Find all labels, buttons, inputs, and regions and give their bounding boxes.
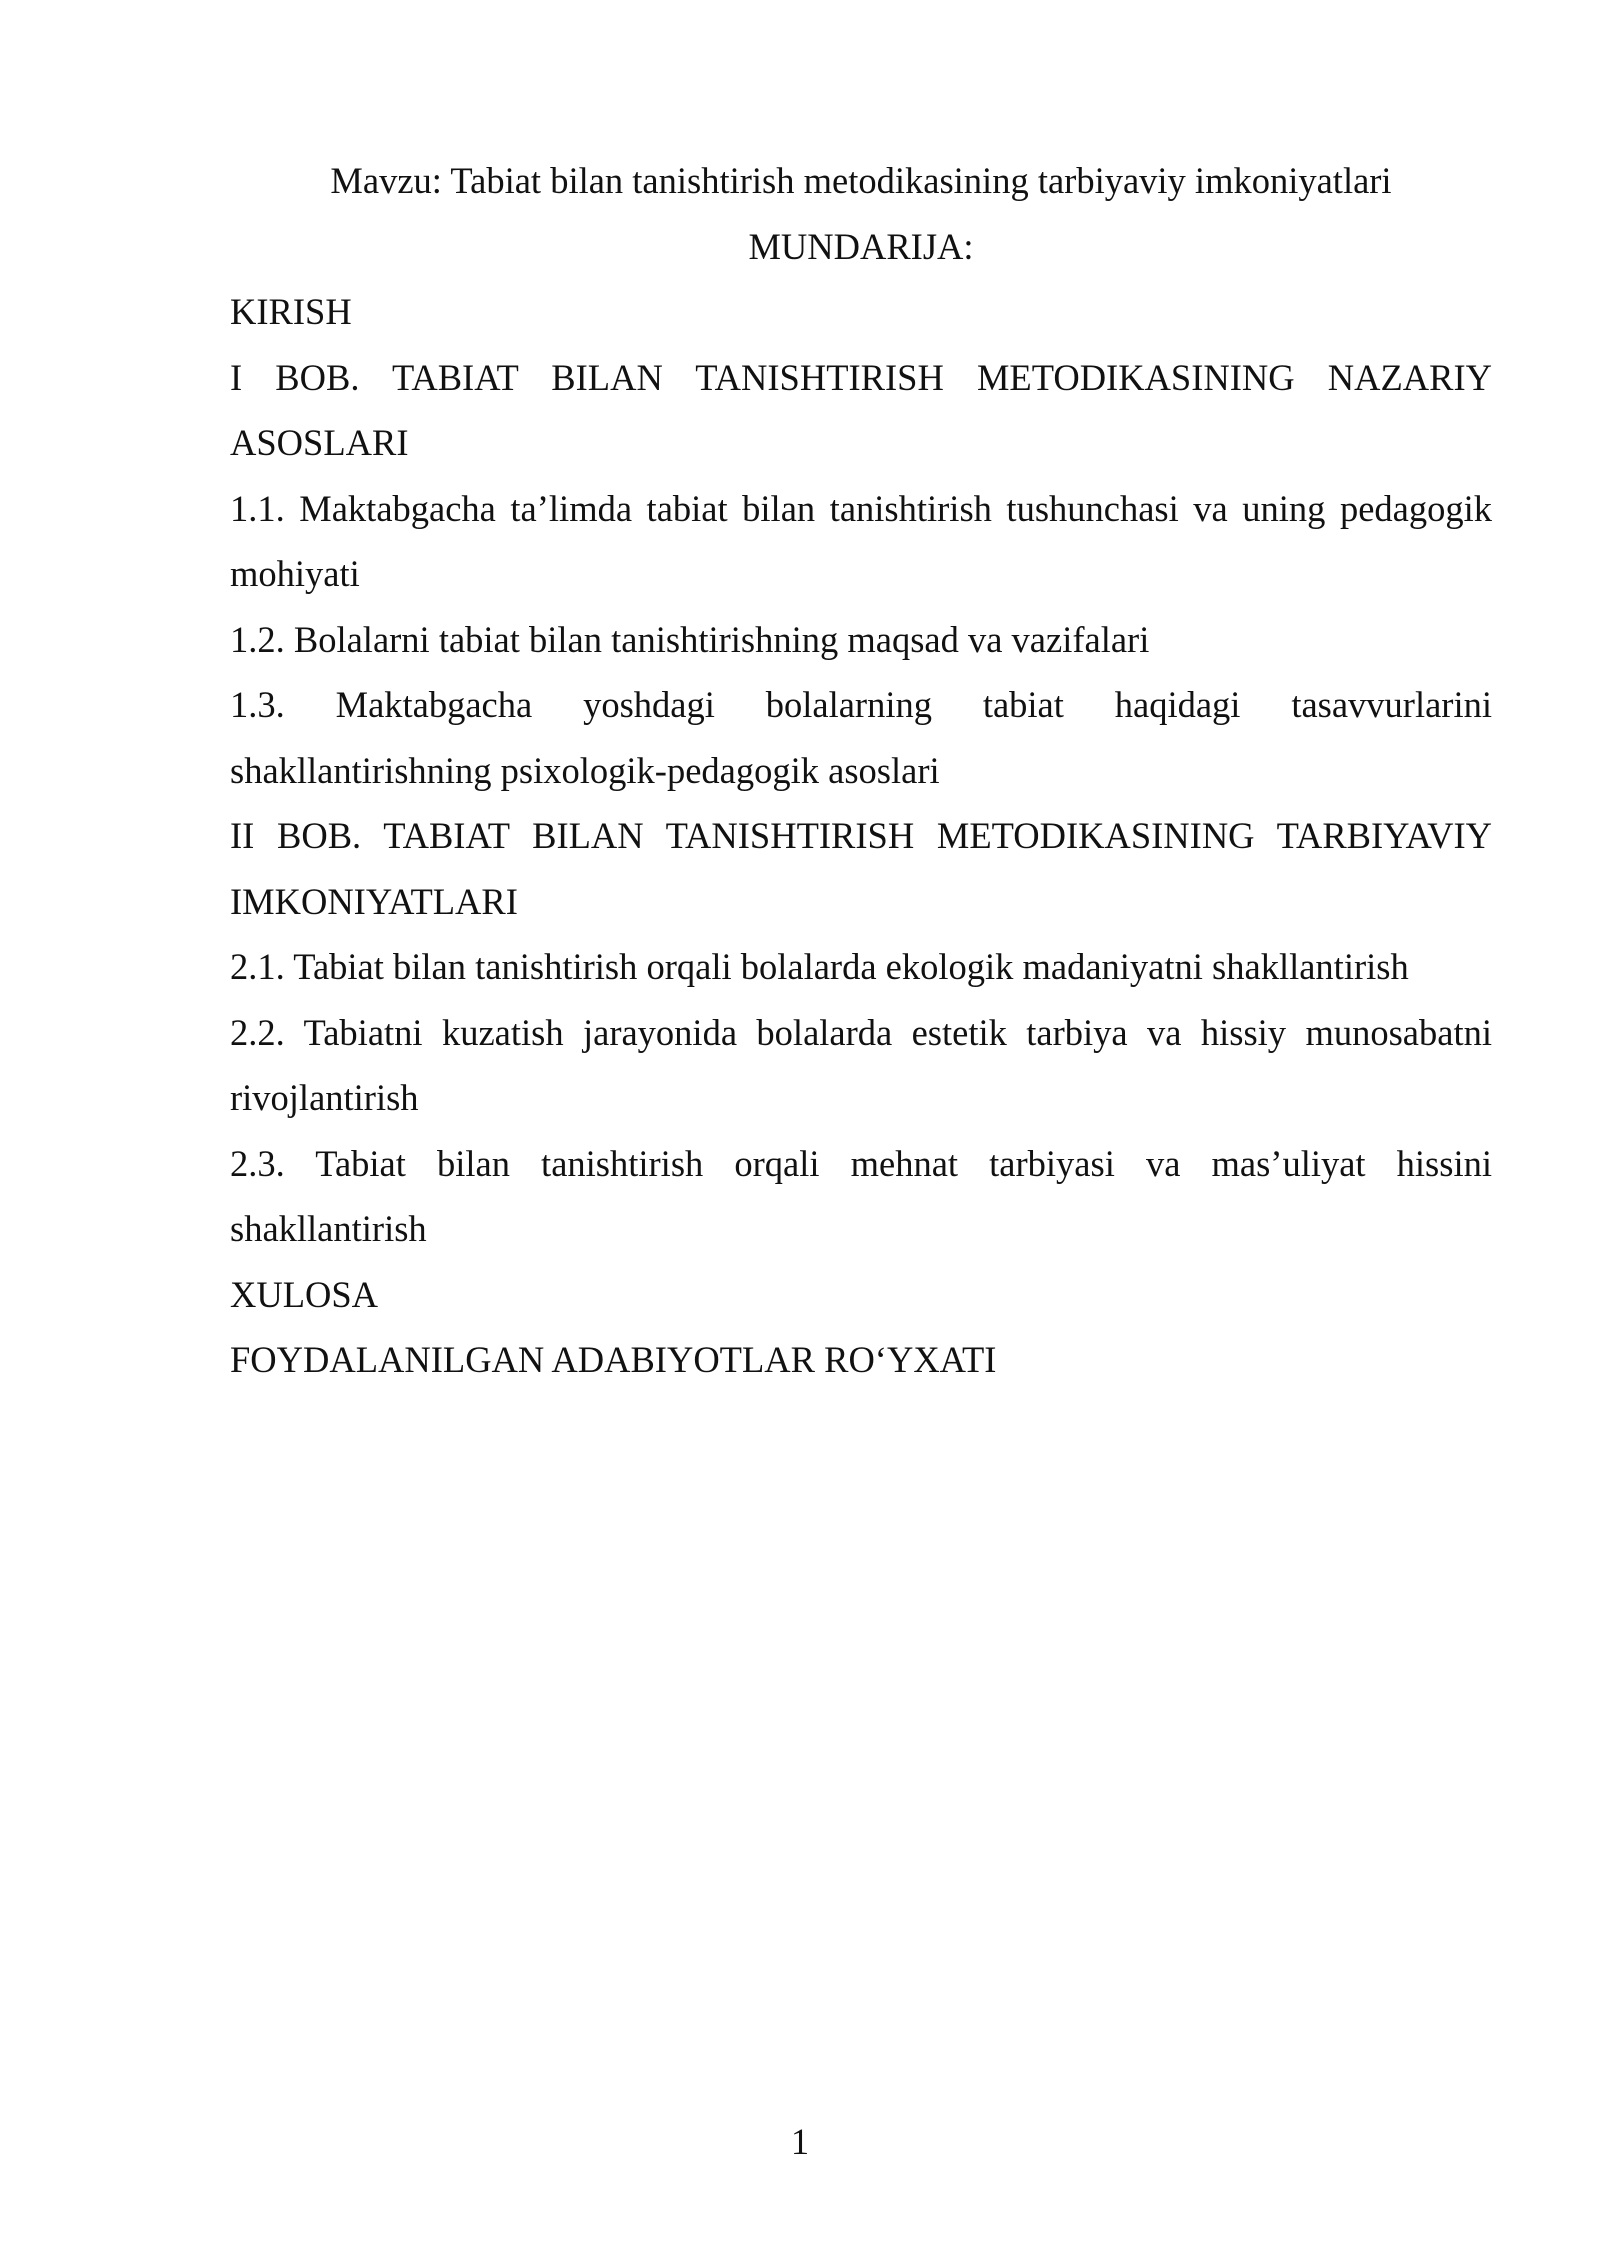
toc-heading: MUNDARIJA:	[748, 225, 974, 267]
toc-entry-section-2-3: 2.3. Tabiat bilan tanishtirish orqali mehnat tarbiyasi va mas’uliyat hissini shakllantirish	[230, 1142, 1492, 1249]
toc-entry-conclusion: XULOSA	[230, 1273, 379, 1315]
toc-entry-section-1-2: 1.2. Bolalarni tabiat bilan tanishtirishning maqsad va vazifalari	[230, 618, 1150, 660]
toc-entry-section-1-1: 1.1. Maktabgacha ta’limda tabiat bilan tanishtirish tushunchasi va uning pedagogik mohiyati	[230, 487, 1492, 594]
table-of-contents	[230, 148, 1492, 1393]
toc-entry-section-2-1: 2.1. Tabiat bilan tanishtirish orqali bolalarda ekologik madaniyatni shakllantirish	[230, 946, 1409, 987]
document-title: Mavzu: Tabiat bilan tanishtirish metodikasining tarbiyaviy imkoniyatlari	[330, 160, 1392, 201]
toc-entry-references: FOYDALANILGAN ADABIYOTLAR RO‘YXATI	[230, 1339, 997, 1380]
toc-entry-chapter-1: I BOB. TABIAT BILAN TANISHTIRISH METODIKASINING NAZARIY ASOSLARI	[230, 356, 1492, 463]
toc-entry-chapter-2: II BOB. TABIAT BILAN TANISHTIRISH METODIKASINING TARBIYAVIY IMKONIYATLARI	[230, 815, 1492, 922]
page-number: 1	[790, 2121, 810, 2162]
toc-entry-section-1-3: 1.3. Maktabgacha yoshdagi bolalarning tabiat haqidagi tasavvurlarini shakllantirishning psixologik-pedagogik asoslari	[230, 684, 1492, 791]
toc-entry-introduction: KIRISH	[230, 291, 352, 332]
toc-entry-section-2-2: 2.2. Tabiatni kuzatish jarayonida bolalarda estetik tarbiya va hissiy munosabatni rivojlantirish	[230, 1011, 1492, 1118]
